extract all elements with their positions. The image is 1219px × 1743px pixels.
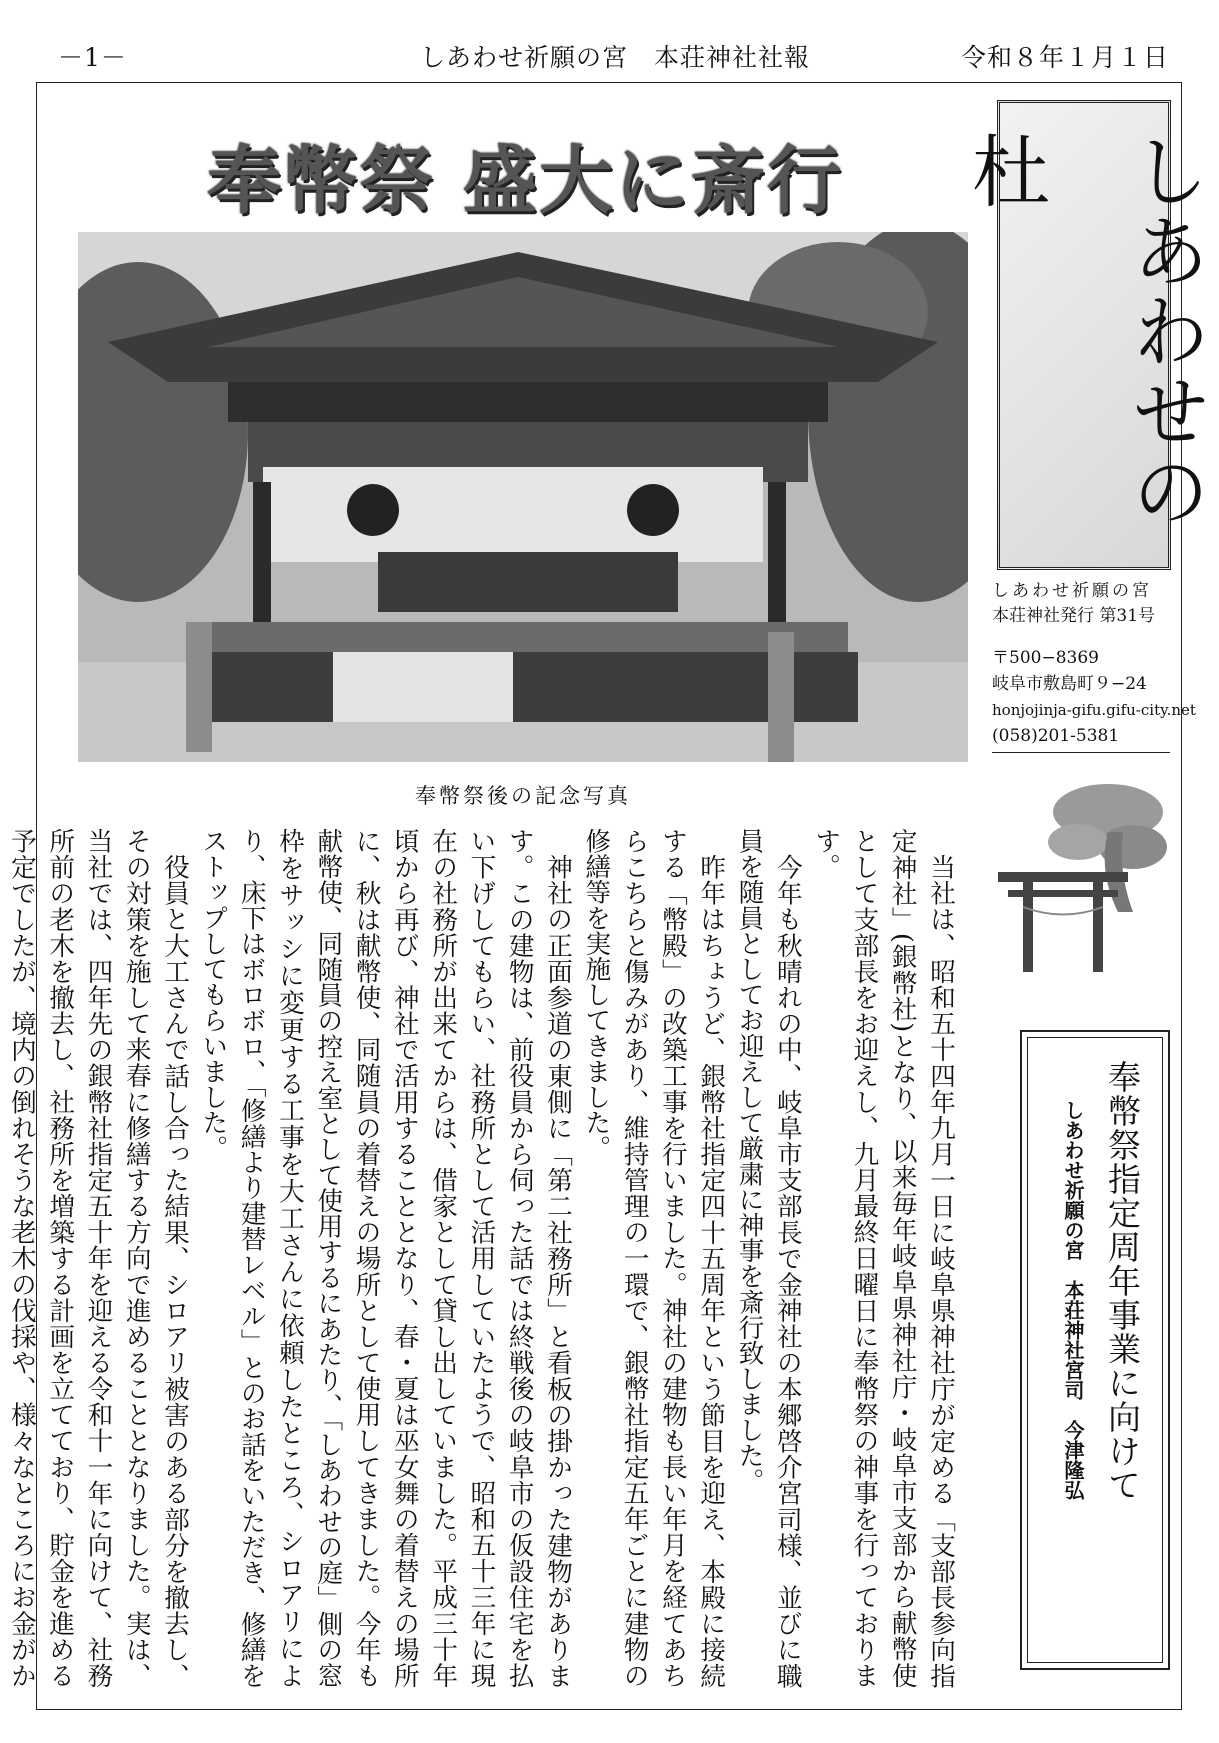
page-number: －1－	[58, 43, 127, 72]
greeting-title: 奉幣祭指定周年事業に向けて	[1103, 1060, 1142, 1502]
article-paragraph: 今年も秋晴れの中、岐阜市支部長で金神社の本郷啓介宮司様、並びに職員を随員としてお迎えして厳粛に神事を斎行致しました。	[734, 828, 803, 1688]
masthead	[959, 100, 1209, 570]
contact-block	[992, 645, 1196, 749]
newsletter-title: しあわせの杜	[959, 131, 1209, 531]
issue-date: 令和８年１月１日	[960, 43, 1169, 72]
torii-tree-illustration	[998, 772, 1168, 976]
divider	[992, 752, 1170, 753]
article-paragraph: 当社は、昭和五十四年九月一日に岐阜県神社庁が定める「支部長参向指定神社」(銀幣社)となり、以来毎年岐阜県神社庁・岐阜市支部から献幣使として支部長をお迎えし、九月最終日曜日に奉幣祭の神事を行っております。	[811, 828, 956, 1688]
headline: 奉幣祭 盛大に斎行	[207, 138, 843, 224]
article-paragraph: 昨年はちょうど、銀幣社指定四十五周年という節目を迎え、本殿に接続する「幣殿」の改築工事を行いました。神社の建物も長い年月を経てあちらこちらと傷みがあり、維持管理の一環で、銀幣社指定五年ごとに建物の修繕等を実施してきました。	[581, 828, 727, 1688]
photo-caption: 奉幣祭後の記念写真	[415, 784, 631, 808]
article-body	[6, 828, 960, 1688]
issuer-line-2: 本荘神社発行 第31号	[992, 606, 1156, 626]
article-paragraph: 役員と大工さんで話し合った結果、シロアリ被害のある部分を撤去し、その対策を施して来春に修繕する方向で進めることとなりました。実は、当社では、四年先の銀幣社指定五十年を迎える令和十一年に向けて、社務所前の老木を撤去し、社務所を増築する計画を立てており、貯金を進める予定でしたが、境内の倒れそうな老木の伐採や、様々なところにお金がか	[6, 828, 191, 1688]
postal-code: 〒500−8369	[992, 648, 1099, 668]
publication-header: しあわせ祈願の宮 本荘神社社報	[420, 43, 811, 72]
commemorative-photo	[78, 232, 968, 762]
address: 岐阜市敷島町９−24	[992, 674, 1147, 694]
greeting-box	[1020, 1030, 1170, 1670]
website: honjojinja-gifu.gifu-city.net	[992, 701, 1196, 719]
issuer-line-1: しあわせ祈願の宮	[992, 581, 1152, 601]
phone: (058)201-5381	[992, 726, 1120, 746]
article-paragraph: 神社の正面参道の東側に「第二社務所」と看板の掛かった建物があります。この建物は、前役員から伺った話では終戦後の岐阜市の仮設住宅を払い下げしてもらい、社務所として活用していたようで、昭和五十三年に現在の社務所が出来てからは、借家として貸し出していました。平成三十年頃から再び、神社で活用することとなり、春・夏は巫女舞の着替えの場所に、秋は献幣使、同随員の着替えの場所として使用してきました。今年も献幣使、同随員の控え室として使用するにあたり、「しあわせの庭」側の窓枠をサッシに変更する工事を大工さんに依頼したところ、シロアリにより、床下はボロボロ、「修繕より建替レベル」とのお話をいただき、修繕をストップしてもらいました。	[198, 828, 574, 1688]
greeting-author: しあわせ祈願の宮 本荘神社宮司 今津隆弘	[1061, 1100, 1085, 1500]
